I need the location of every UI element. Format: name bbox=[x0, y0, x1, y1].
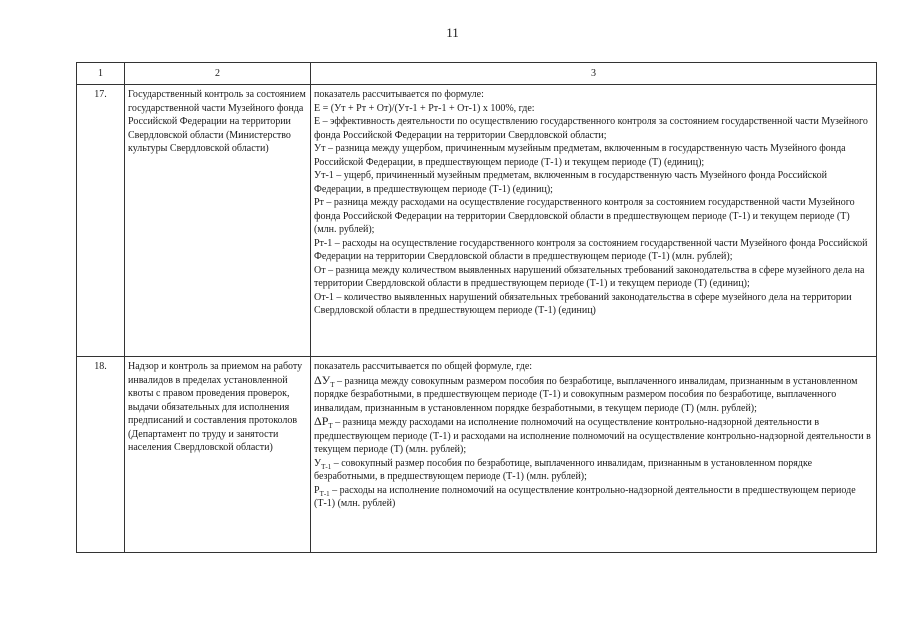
delta-u-text: – разница между совокупным размером пособия по безработице, выплаченного инвалидам, признанным в установленном порядке безработными, в предшествующем периоде (Т-1) и совокупным размером пособия по безработице, выплаченного инвалидам, признанным в установленном порядке безработными, в текущем периоде (Т) (млн. рублей); bbox=[314, 375, 858, 414]
description-line: показатель рассчитывается по общей формуле, где: bbox=[314, 361, 533, 372]
header-cell-2: 2 bbox=[125, 63, 311, 85]
description-line: Е – эффективность деятельности по осуществлению государственного контроля за состоянием государственной части Музейного фонда Российской Федерации на территории Свердловской области; bbox=[314, 116, 868, 141]
row-number: 17. bbox=[77, 85, 125, 357]
table-header-row bbox=[77, 63, 877, 85]
u-symbol: У bbox=[314, 457, 322, 469]
page-number: 11 bbox=[446, 25, 459, 40]
description-line: От-1 – количество выявленных нарушений обязательных требований законодательства в сфере музейного дела на территории Свердловской области в предшествующем периоде (Т-1) (единиц) bbox=[314, 291, 852, 316]
delta-p-text: – разница между расходами на исполнение полномочий на осуществление контрольно-надзорной деятельности в предшествующем периоде (Т-1) и расходами на исполнение полномочий на осуществление контрольно-надзорной деятельности в текущем периоде (Т) (млн. рублей); bbox=[314, 417, 871, 455]
header-cell-1: 1 bbox=[77, 63, 125, 85]
p-text: – расходы на исполнение полномочий на осуществление контрольно-надзорной деятельности в предшествующем периоде (Т-1) (млн. рублей) bbox=[314, 484, 856, 509]
row-description bbox=[311, 357, 877, 553]
row-description bbox=[311, 85, 877, 357]
delta-p-symbol: ΔР bbox=[314, 414, 329, 428]
p-symbol: Р bbox=[314, 484, 320, 496]
formula-line: Е = (Ут + Рт + От)/(Ут-1 + Рт-1 + От-1) x 100%, где: bbox=[314, 102, 535, 114]
description-line: Ут – разница между ущербом, причиненным музейным предметам, включенным в государственную часть Музейного фонда Российской Федерации, в предшествующем периоде (Т-1) и текущем периоде (Т) (единиц); bbox=[314, 143, 846, 168]
table-row bbox=[77, 85, 877, 357]
p-subscript: Т-1 bbox=[319, 489, 330, 498]
delta-u-symbol: ΔУ bbox=[314, 372, 331, 387]
u-definition bbox=[314, 457, 873, 484]
description-line: От – разница между количеством выявленных нарушений обязательных требований законодательства в сфере музейного дела на территории Свердловской области в предшествующем периоде (Т-1) и текущем периоде (Т) (единиц); bbox=[314, 264, 865, 289]
description-line: Рт – разница между расходами на осуществление государственного контроля за состоянием государственной части Музейного фонда Российской Федерации на территории Свердловской области в предшествующем периоде (Т-1) и текущем периоде (Т) (млн. рублей); bbox=[314, 197, 855, 235]
row-name: Государственный контроль за состоянием государственной части Музейного фонда Российской Федерации на территории Свердловской области (Министерство культуры Свердловской области) bbox=[125, 85, 311, 357]
u-text: – совокупный размер пособия по безработице, выплаченного инвалидам, признанным в установленном порядке безработными, в предшествующем периоде (Т-1) (млн. рублей); bbox=[314, 457, 813, 482]
description-line: Рт-1 – расходы на осуществление государственного контроля за состоянием государственной части Музейного фонда Российской Федерации на территории Свердловской области в предшествующем периоде (Т-1) (млн. рублей); bbox=[314, 237, 868, 262]
row-number: 18. bbox=[77, 357, 125, 553]
p-definition bbox=[314, 484, 873, 511]
delta-p-definition bbox=[314, 415, 873, 457]
delta-u-subscript: Т bbox=[330, 380, 335, 389]
table-row bbox=[77, 357, 877, 553]
delta-u-definition bbox=[314, 374, 873, 416]
row-name: Надзор и контроль за приемом на работу инвалидов в пределах установленной квоты с правом проведения проверок, выдачи обязательных для исполнения предписаний и составления протоколов (Департамент по труду и занятости населения Свердловской области) bbox=[125, 357, 311, 553]
header-cell-3: 3 bbox=[311, 63, 877, 85]
description-line: Ут-1 – ущерб, причиненный музейным предметам, включенным в государственную часть Музейного фонда Российской Федерации, в предшествующем периоде (Т-1) (единиц); bbox=[314, 170, 827, 195]
description-line: показатель рассчитывается по формуле: bbox=[314, 89, 484, 100]
indicators-table bbox=[76, 62, 877, 553]
u-subscript: Т-1 bbox=[321, 462, 332, 471]
delta-p-subscript: Т bbox=[328, 422, 333, 430]
